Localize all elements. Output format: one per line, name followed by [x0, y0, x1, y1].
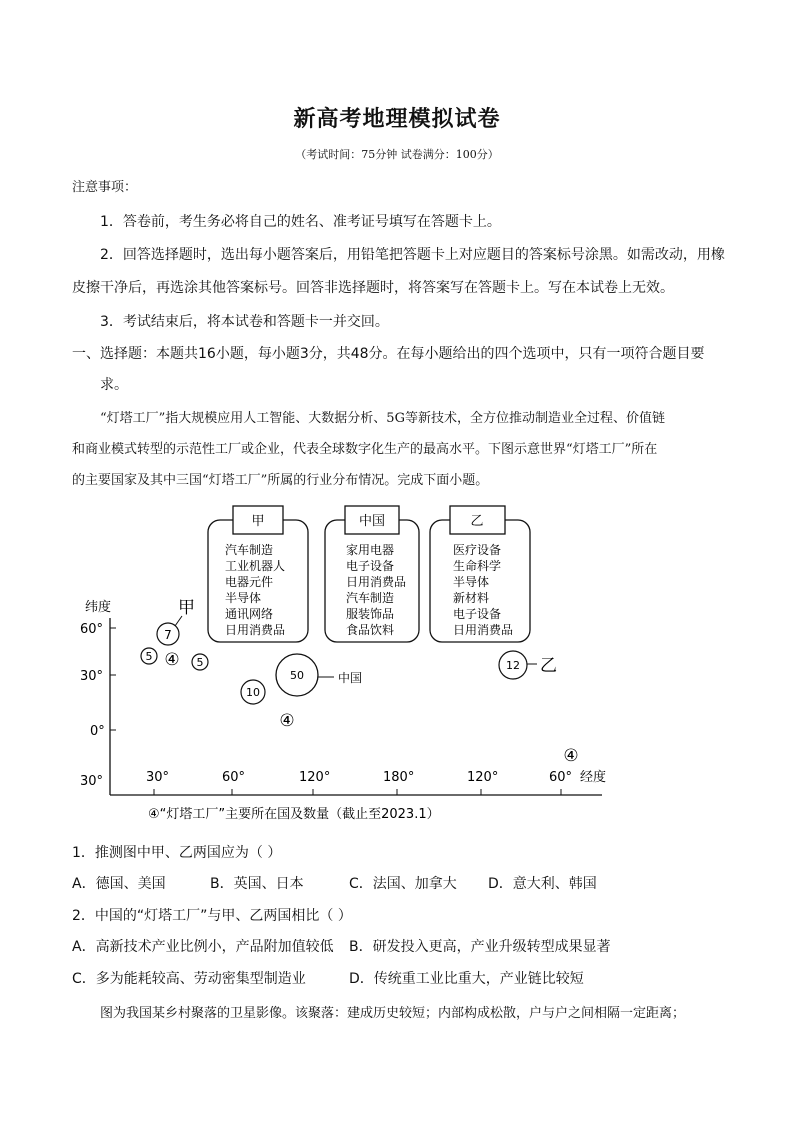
- x-tick-label: 30°: [146, 770, 170, 785]
- passage-line: “灯塔工厂”指大规模应用人工智能、大数据分析、5G等新技术，全方位推动制造业全过程、价值链: [100, 411, 665, 426]
- industry-item: 电子设备: [346, 559, 395, 573]
- x-tick-label: 60°: [222, 770, 246, 785]
- industry-item: 服装饰品: [346, 607, 395, 621]
- box-title: 乙: [470, 514, 484, 529]
- passage-line: 图为我国某乡村聚落的卫星影像。该聚落：建成历史较短；内部构成松散，户与户之间相隔一定距离；: [100, 1006, 686, 1021]
- y-axis-ticks: [110, 628, 116, 730]
- industry-item: 电器元件: [225, 575, 274, 589]
- section-heading: 一、选择题：本题共16小题，每小题3分，共48分。在每小题给出的四个选项中，只有一项符合题目要: [72, 346, 705, 362]
- note-item: 1．答卷前，考生务必将自己的姓名、准考证号填写在答题卡上。: [100, 214, 501, 230]
- answer-option-a[interactable]: A．德国、美国: [72, 876, 166, 892]
- exam-title: 新高考地理模拟试卷: [293, 107, 501, 132]
- country-point: [563, 746, 578, 766]
- question-stem: 2．中国的“灯塔工厂”与甲、乙两国相比（ ）: [72, 908, 352, 924]
- y-axis-label: 纬度: [85, 600, 112, 615]
- industry-item: 通讯网络: [225, 607, 274, 621]
- x-tick-label: 120°: [467, 770, 499, 785]
- y-tick-label: 0°: [90, 724, 105, 739]
- answer-option-b[interactable]: B．英国、日本: [210, 876, 304, 892]
- point-count: ④: [279, 711, 295, 731]
- point-count: 50: [290, 669, 304, 682]
- x-tick-label: 120°: [299, 770, 331, 785]
- industry-item: 新材料: [453, 591, 490, 605]
- industry-item: 工业机器人: [225, 559, 286, 573]
- passage-line: 的主要国家及其中三国“灯塔工厂”所属的行业分布情况。完成下面小题。: [72, 473, 489, 488]
- industry-item: 生命科学: [453, 559, 502, 573]
- country-point-china: [276, 654, 362, 696]
- point-count: 7: [164, 628, 172, 642]
- answer-option-b[interactable]: B．研发投入更高，产业升级转型成果显著: [349, 939, 611, 955]
- x-tick-label: 60°: [549, 770, 573, 785]
- point-label: 甲: [178, 598, 195, 618]
- box-title: 中国: [358, 514, 386, 529]
- point-label: 中国: [338, 671, 363, 685]
- industry-item: 医疗设备: [453, 543, 502, 557]
- industry-item: 家用电器: [346, 543, 395, 557]
- country-point: [192, 654, 208, 670]
- answer-option-a[interactable]: A．高新技术产业比例小，产品附加值较低: [72, 939, 334, 955]
- x-axis-label: 经度: [580, 770, 607, 785]
- point-count: ④: [164, 650, 180, 670]
- industry-item: 食品饮料: [346, 623, 395, 637]
- industry-item: 汽车制造: [346, 591, 395, 605]
- notes-heading: 注意事项：: [72, 180, 138, 195]
- exam-subtitle: （考试时间：75分钟 试卷满分：100分）: [295, 148, 499, 161]
- country-point: [241, 680, 265, 704]
- chart-caption: ④“灯塔工厂”主要所在国及数量（截止至2023.1）: [148, 807, 440, 822]
- point-count: 12: [506, 659, 520, 672]
- y-tick-label: 30°: [80, 774, 104, 789]
- country-point: [164, 650, 179, 670]
- point-label: 乙: [540, 656, 557, 676]
- industry-item: 日用消费品: [225, 623, 286, 637]
- answer-option-c[interactable]: C．多为能耗较高、劳动密集型制造业: [72, 971, 306, 987]
- industry-item: 汽车制造: [225, 543, 274, 557]
- country-point-jia: [157, 598, 195, 645]
- x-tick-label: 180°: [383, 770, 415, 785]
- y-tick-label: 30°: [80, 669, 104, 684]
- answer-option-d[interactable]: D．传统重工业比重大，产业链比较短: [349, 971, 584, 987]
- industry-item: 半导体: [225, 591, 262, 605]
- box-title: 甲: [251, 514, 265, 529]
- industry-box-china: [325, 506, 419, 642]
- note-item: 3．考试结束后，将本试卷和答题卡一并交回。: [100, 314, 389, 330]
- point-count: ④: [563, 746, 579, 766]
- industry-item: 半导体: [453, 575, 490, 589]
- industry-box-jia: [208, 506, 308, 642]
- point-count: 5: [145, 650, 153, 663]
- section-heading-cont: 求。: [100, 377, 128, 393]
- industry-item: 电子设备: [453, 607, 502, 621]
- industry-box-yi: [430, 506, 530, 642]
- question-stem: 1．推测图中甲、乙两国应为（ ）: [72, 845, 282, 861]
- note-item: 皮擦干净后，再选涂其他答案标号。回答非选择题时，将答案写在答题卡上。写在本试卷上无效。: [72, 280, 674, 296]
- point-count: 5: [196, 656, 204, 669]
- point-count: 10: [246, 686, 260, 699]
- country-point-yi: [499, 651, 557, 679]
- industry-item: 日用消费品: [453, 623, 514, 637]
- country-point: [279, 711, 294, 731]
- passage-line: 和商业模式转型的示范性工厂或企业，代表全球数字化生产的最高水平。下图示意世界“灯塔工厂”所在: [72, 442, 658, 457]
- answer-option-c[interactable]: C．法国、加拿大: [349, 876, 457, 892]
- y-tick-label: 60°: [80, 622, 104, 637]
- x-axis-ticks: [154, 789, 561, 795]
- country-point: [141, 648, 157, 664]
- answer-option-d[interactable]: D．意大利、韩国: [488, 876, 597, 892]
- industry-item: 日用消费品: [346, 575, 407, 589]
- note-item: 2．回答选择题时，选出每小题答案后，用铅笔把答题卡上对应题目的答案标号涂黑。如需改动，用橡: [100, 247, 725, 263]
